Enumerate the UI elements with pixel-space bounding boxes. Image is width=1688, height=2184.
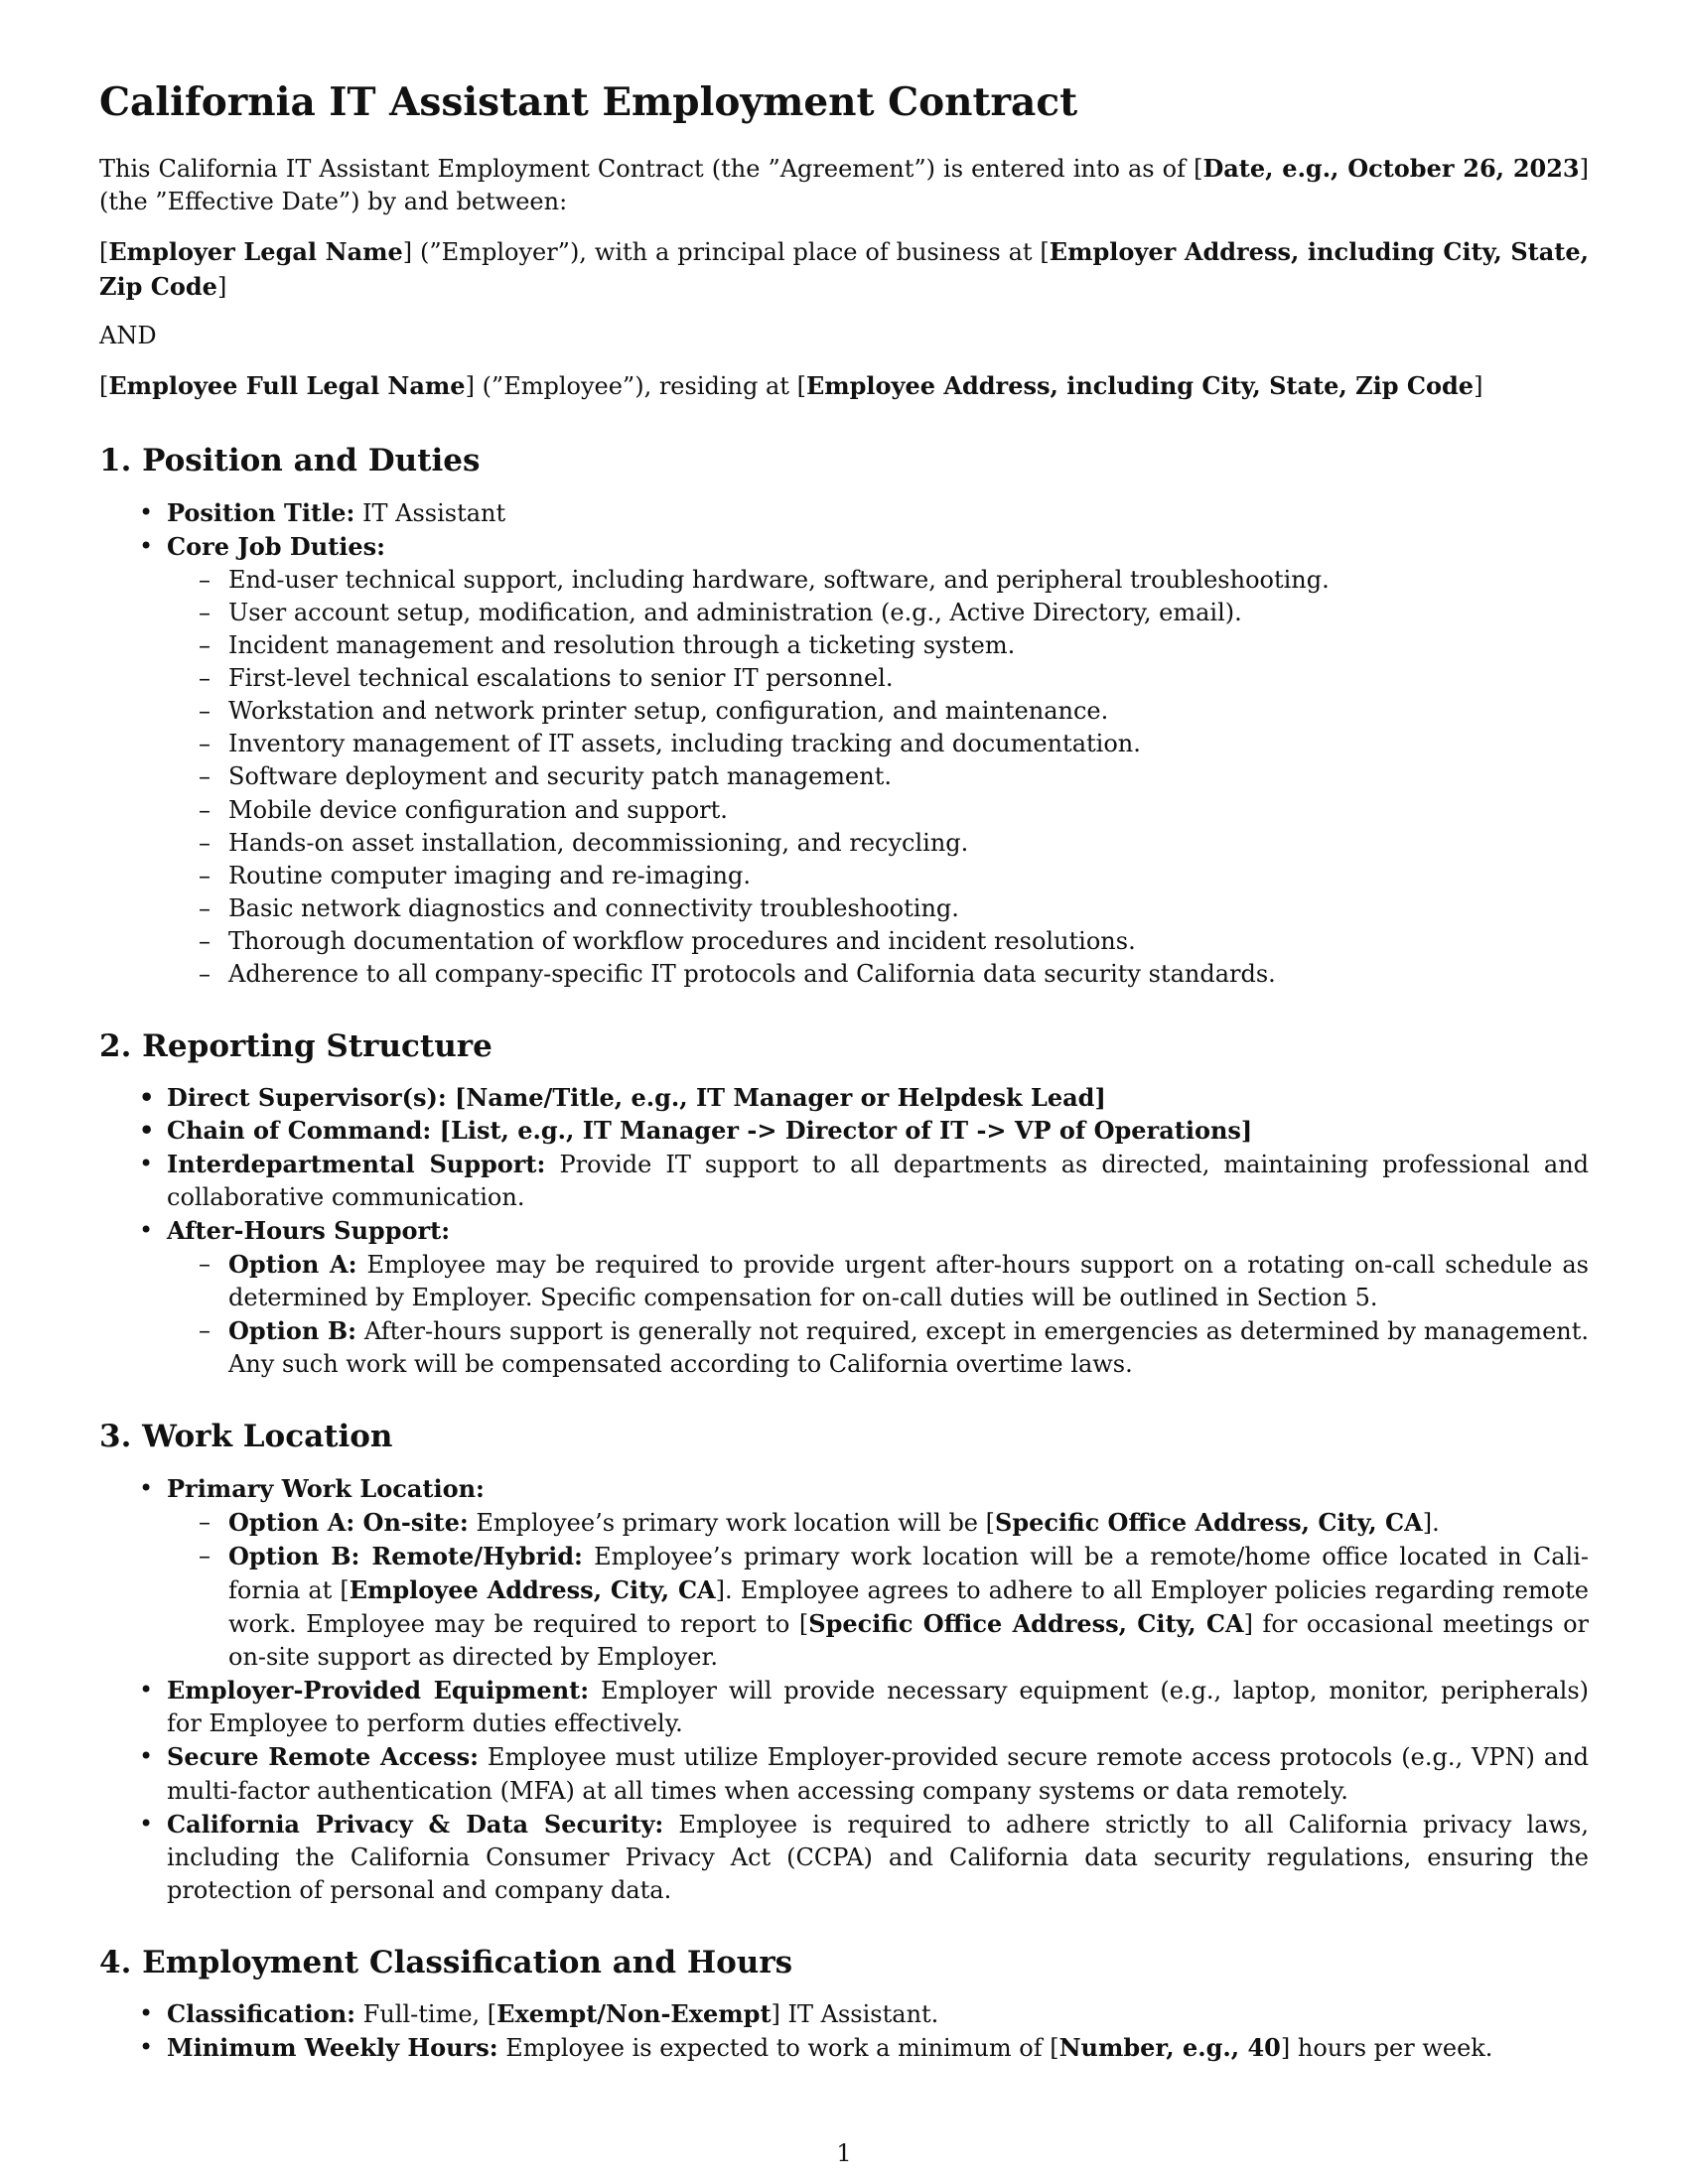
list-item: • Employer-Provided Equipment: Employer will provide necessary equipment (e.g., laptop, monitor, peripherals) for Employee to perform duties effectively. <box>167 1674 1589 1740</box>
list-item: • Classification: Full-time, [Exempt/Non-Exempt] IT Assistant. <box>167 1997 1589 2031</box>
duties-list <box>167 564 1589 991</box>
list-item: • Primary Work Location: – Option A: On-site: Employee’s primary work location will be [Specific Office Address, City, CA]. – Option B: Remote/Hybrid: Employee’s primary work location will be a remote/home office located in Cali-fornia at [Employee Address, City, CA]. Employee agrees to adhere to all Employer policies regarding remote work. Employee may be required to report to [Specific Office Address, City, CA] for occasional meetings or on-site support as directed by Employer. <box>167 1472 1589 1675</box>
section-4-list <box>99 1997 1589 2065</box>
section-1-list <box>99 496 1589 992</box>
list-item: • Position Title: IT Assistant <box>167 496 1589 530</box>
section-2-heading: 2. Reporting Structure <box>99 1028 492 1065</box>
duty-item: – Inventory management of IT assets, including tracking and documentation. <box>228 728 1589 760</box>
duty-item: – Basic network diagnostics and connectivity troubleshooting. <box>228 892 1589 925</box>
duty-item: – End-user technical support, including hardware, software, and peripheral troubleshooting. <box>228 564 1589 597</box>
work-location-options <box>167 1506 1589 1675</box>
duty-item: – Software deployment and security patch management. <box>228 760 1589 793</box>
page-number: 1 <box>836 2139 852 2167</box>
duty-item: – User account setup, modification, and administration (e.g., Active Directory, email). <box>228 597 1589 629</box>
duty-item: – Hands-on asset installation, decommissioning, and recycling. <box>228 827 1589 860</box>
list-item: • Secure Remote Access: Employee must utilize Employer-provided secure remote access protocols (e.g., VPN) and multi-factor authentication (MFA) at all times when accessing company systems or data remotely. <box>167 1740 1589 1807</box>
option-item: – Option B: Remote/Hybrid: Employee’s primary work location will be a remote/home office located in Cali-fornia at [Employee Address, City, CA]. Employee agrees to adhere to all Employer policies regarding remote work. Employee may be required to report to [Specific Office Address, City, CA] for occasional meetings or on-site support as directed by Employer. <box>228 1540 1589 1674</box>
duty-item: – Mobile device configuration and support. <box>228 794 1589 827</box>
section-2-list <box>99 1081 1589 1381</box>
section-1-heading: 1. Position and Duties <box>99 443 481 479</box>
option-item: – Option A: Employee may be required to provide urgent after-hours support on a rotating on-call schedule as determined by Employer. Specific compensation for on-call duties will be outlined in Section 5. <box>228 1248 1589 1314</box>
after-hours-options <box>167 1248 1589 1381</box>
intro-paragraph: This California IT Assistant Employment Contract (the ”Agreement”) is entered into as of [Date, e.g., October 26, 2023] (the ”Effective Date”) by and between: <box>99 153 1589 216</box>
list-item: • Direct Supervisor(s): [Name/Title, e.g., IT Manager or Helpdesk Lead] <box>167 1081 1589 1114</box>
employee-name-placeholder: Employee Full Legal Name <box>108 370 466 400</box>
employer-name-placeholder: Employer Legal Name <box>108 236 403 266</box>
list-item: • Interdepartmental Support: Provide IT support to all departments as directed, maintaining professional and collaborative communication. <box>167 1148 1589 1214</box>
duty-item: – Incident management and resolution through a ticketing system. <box>228 629 1589 662</box>
duty-item: – First-level technical escalations to senior IT personnel. <box>228 662 1589 695</box>
document-title: California IT Assistant Employment Contract <box>99 79 1078 125</box>
section-3-heading: 3. Work Location <box>99 1419 393 1455</box>
list-item: • Core Job Duties: – End-user technical support, including hardware, software, and peripheral troubleshooting. – User account setup, modification, and administration (e.g., Active Directory, email). – Incident management and resolution through a ticketing system. – First-level technical escalations to senior IT personnel. – Workstation and network printer setup, configuration, and maintenance. – Inventory management of IT assets, including tracking and documentation. – Software deployment and security patch management. – Mobile device configuration and support. – Hands-on asset installation, decommissioning, and recycling. – Routine computer imaging and re-imaging. – Basic network diagnostics and connectivity troubleshooting. – Thorough documentation of workflow procedures and incident resolutions. – Adherence to all company-specific IT protocols and California data security standards. <box>167 530 1589 992</box>
date-placeholder: Date, e.g., October 26, 2023 <box>1202 153 1580 183</box>
duty-item: – Adherence to all company-specific IT protocols and California data security standards. <box>228 958 1589 991</box>
duty-item: – Routine computer imaging and re-imaging. <box>228 860 1589 892</box>
list-item: • Minimum Weekly Hours: Employee is expected to work a minimum of [Number, e.g., 40] hours per week. <box>167 2031 1589 2065</box>
employer-address-placeholder: Employer Address, including City, State, Zip Code <box>99 236 1589 301</box>
option-item: – Option B: After-hours support is generally not required, except in emergencies as determined by management. Any such work will be compensated according to California overtime laws. <box>228 1314 1589 1381</box>
option-item: – Option A: On-site: Employee’s primary work location will be [Specific Office Address, City, CA]. <box>228 1506 1589 1540</box>
document-page <box>99 79 1589 2103</box>
section-4-heading: 4. Employment Classification and Hours <box>99 1944 793 1980</box>
list-item: • After-Hours Support: – Option A: Employee may be required to provide urgent after-hours support on a rotating on-call schedule as determined by Employer. Specific compensation for on-call duties will be outlined in Section 5. – Option B: After-hours support is generally not required, except in emergencies as determined by management. Any such work will be compensated according to California overtime laws. <box>167 1214 1589 1382</box>
list-item: • Chain of Command: [List, e.g., IT Manager -> Director of IT -> VP of Operations] <box>167 1114 1589 1147</box>
employee-address-placeholder: Employee Address, including City, State, Zip Code <box>805 370 1475 400</box>
employer-paragraph: [Employer Legal Name] (”Employer”), with a principal place of business at [Employer Address, including City, State, Zip Code] <box>99 236 1589 301</box>
duty-item: – Workstation and network printer setup, configuration, and maintenance. <box>228 695 1589 728</box>
list-item: • California Privacy & Data Security: Employee is required to adhere strictly to all California privacy laws, including the California Consumer Privacy Act (CCPA) and California data security regulations, ensuring the protection of personal and company data. <box>167 1808 1589 1907</box>
section-3-list <box>99 1472 1589 1907</box>
and-separator: AND <box>99 322 157 350</box>
employee-paragraph: [Employee Full Legal Name] (”Employee”), residing at [Employee Address, including City, State, Zip Code] <box>99 370 1483 400</box>
duty-item: – Thorough documentation of workflow procedures and incident resolutions. <box>228 925 1589 958</box>
